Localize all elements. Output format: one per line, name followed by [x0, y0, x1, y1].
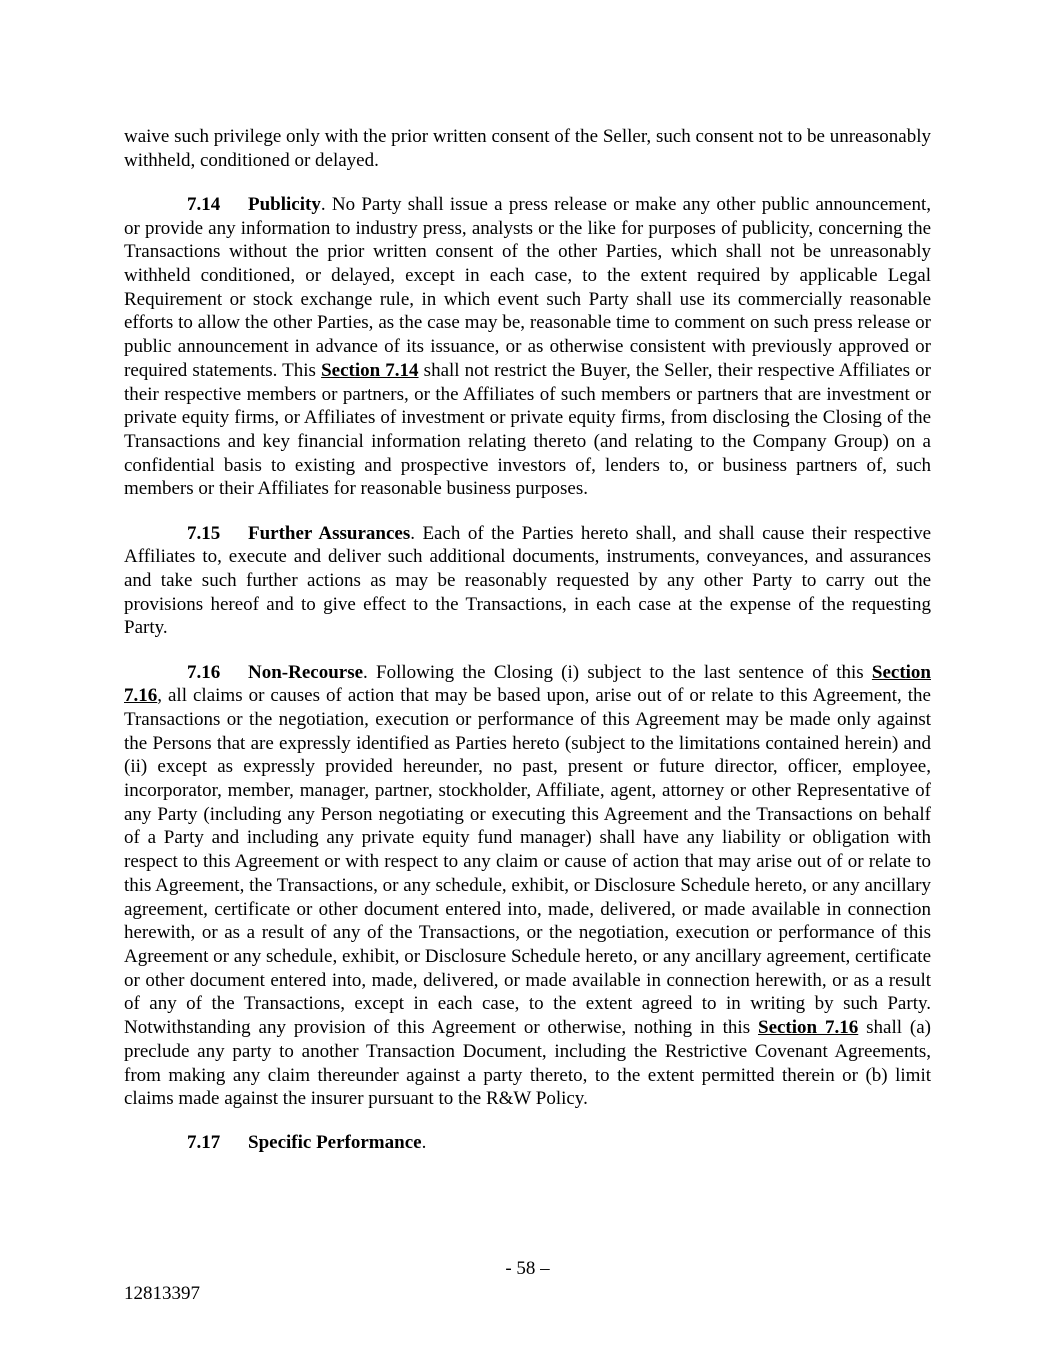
section-number: 7.14 [187, 193, 221, 215]
carryover-text: waive such privilege only with the prior written consent of the Seller, such consent not to be unreasonably withheld, conditioned or delayed. [124, 126, 931, 171]
section-text: shall not restrict the Buyer, the Seller, their respective Affiliates or their respective members or partners, or the Affiliates of such members or partners that are investment or private equity firms, or Affiliates of investment or private equity firms, from disclosing the Closing of the Transactions and key financial information relating thereto (and relating to the Company Group) on a confidential basis to existing and prospective investors of, lenders to, or business partners of, such members or their Affiliates for reasonable business purposes. [124, 359, 931, 500]
section-reference: Section 7.16 [124, 661, 931, 707]
section-7-15 [124, 522, 931, 641]
section-number: 7.15 [187, 522, 221, 544]
section-reference: Section 7.16 [758, 1017, 859, 1039]
section-title: Publicity [248, 193, 321, 215]
section-title: Further Assurances [248, 522, 411, 544]
section-text: shall (a) preclude any party to another Transaction Document, including the Restrictive Covenant Agreements, from making any claim thereunder against a party thereto, to the extent permitted therein or (b) limit claims made against the insurer pursuant to the R&W Policy. [124, 1017, 931, 1110]
document-body [124, 125, 931, 1176]
section-reference: Section 7.14 [321, 359, 419, 381]
section-text: . [421, 1132, 427, 1154]
carryover-paragraph [124, 125, 931, 172]
page-number: - 58 – [505, 1258, 550, 1279]
section-7-17 [124, 1131, 931, 1155]
section-title: Non-Recourse [248, 661, 364, 683]
section-text: . No Party shall issue a press release or make any other public announcement, or provide any information to industry press, analysts or the like for purposes of publicity, concerning the Transactions without the prior written consent of the other Parties, which shall not be unreasonably withheld conditioned, or delayed, except in each case, to the extent required by applicable Legal Requirement or stock exchange rule, in which event such Party shall use its commercially reasonable efforts to allow the other Parties, as the case may be, reasonable time to comment on such press release or public announcement in advance of its issuance, or as otherwise consistent with previously approved or required statements. This [124, 193, 931, 381]
section-7-14 [124, 193, 931, 501]
section-7-16 [124, 661, 931, 1111]
section-number: 7.16 [187, 661, 221, 683]
section-number: 7.17 [187, 1132, 221, 1154]
section-title: Specific Performance [248, 1132, 422, 1154]
document-id: 12813397 [124, 1283, 200, 1304]
section-text: , all claims or causes of action that may be based upon, arise out of or relate to this Agreement, the Transactions or the negotiation, execution or performance of this Agreement may be made only against the Persons that are expressly identified as Parties hereto (subject to the limitations contained herein) and (ii) except as expressly provided hereunder, no past, present or future director, officer, employee, incorporator, member, manager, partner, stockholder, Affiliate, agent, attorney or other Representative of any Party (including any Person negotiating or executing this Agreement and the Transactions on behalf of a Party and including any private equity fund manager) shall have any liability or obligation with respect to this Agreement or with respect to any claim or cause of action that may arise out of or relate to this Agreement, the Transactions, or any schedule, exhibit, or Disclosure Schedule hereto, or any ancillary agreement, certificate or other document entered into, made, delivered, or made available in connection herewith, or as a result of any of the Transactions, or the negotiation, execution or performance of this Agreement or any schedule, exhibit, or Disclosure Schedule hereto, or any ancillary agreement, certificate or other document entered into, made, delivered, or made available in connection herewith, or as a result of any of the Transactions, except in each case, to the extent agreed to in writing by such Party. Notwithstanding any provision of this Agreement or otherwise, nothing in this [124, 685, 931, 1039]
section-text: . Each of the Parties hereto shall, and shall cause their respective Affiliates to, execute and deliver such additional documents, instruments, conveyances, and assurances and take such further actions as may be reasonably requested by any other Party to carry out the provisions hereof and to give effect to the Transactions, in each case at the expense of the requesting Party. [124, 522, 931, 639]
section-text: . Following the Closing (i) subject to the last sentence of this [363, 661, 872, 683]
